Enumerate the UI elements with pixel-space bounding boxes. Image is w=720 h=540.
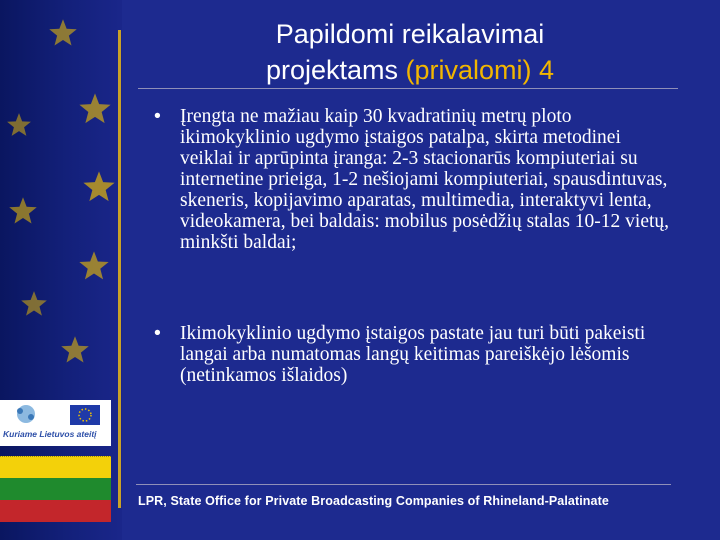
eu-star-icon (60, 335, 90, 365)
title-line-2 (140, 52, 680, 88)
eu-star-icon (6, 112, 32, 138)
bullet-dot: • (154, 322, 161, 344)
bullet-item (148, 106, 678, 253)
eu-star-icon (20, 290, 48, 318)
eu-star-icon (82, 170, 116, 204)
bullet-text: Įrengta ne mažiau kaip 30 kvadratinių metrų ploto ikimokyklinio ugdymo įstaigos patalpa, skirta metodinei veiklai ir aprūpinta įranga: 2-3 stacionarūs kompiuteriai su internetine prieiga, 1-2 nešiojami kompiuteriai, spausdintuvas, skeneris, kopijavimo aparatas, multimedia, interaktyvi lenta, videokamera, bei baldais: mobilus posėdžių stalas 10-12 vietų, minkšti baldai; (180, 106, 670, 253)
gold-divider-vertical (118, 30, 121, 508)
logo-slogan: Kuriame Lietuvos ateitį (3, 429, 97, 439)
eu-star-icon (78, 250, 110, 282)
title-line-1: Papildomi reikalavimai (275, 19, 545, 49)
bullet-dot: • (154, 105, 161, 127)
title-main: projektams (265, 55, 398, 85)
lithuania-flag-red-band (0, 500, 111, 522)
footer-credit: LPR, State Office for Private Broadcasting Companies of Rhineland-Palatinate (138, 494, 609, 508)
lithuania-flag-yellow-band (0, 456, 111, 479)
eu-star-icon (78, 92, 112, 126)
eu-star-icon (48, 18, 78, 48)
footer-rule (136, 484, 671, 485)
slide-title (140, 16, 680, 88)
lithuania-flag-green-band (0, 478, 111, 500)
sf-logo-icon (0, 400, 111, 446)
eu-star-icon (8, 196, 38, 226)
logo-panel (0, 400, 111, 446)
title-accent: (privalomi) 4 (405, 55, 555, 85)
title-underline (138, 88, 678, 89)
bullet-item (148, 323, 678, 386)
bullet-text: Ikimokyklinio ugdymo įstaigos pastate jau turi būti pakeisti langai arba numatomas langų keitimas pareiškėjo lėšomis (netinkamos išlaidos) (180, 323, 646, 386)
